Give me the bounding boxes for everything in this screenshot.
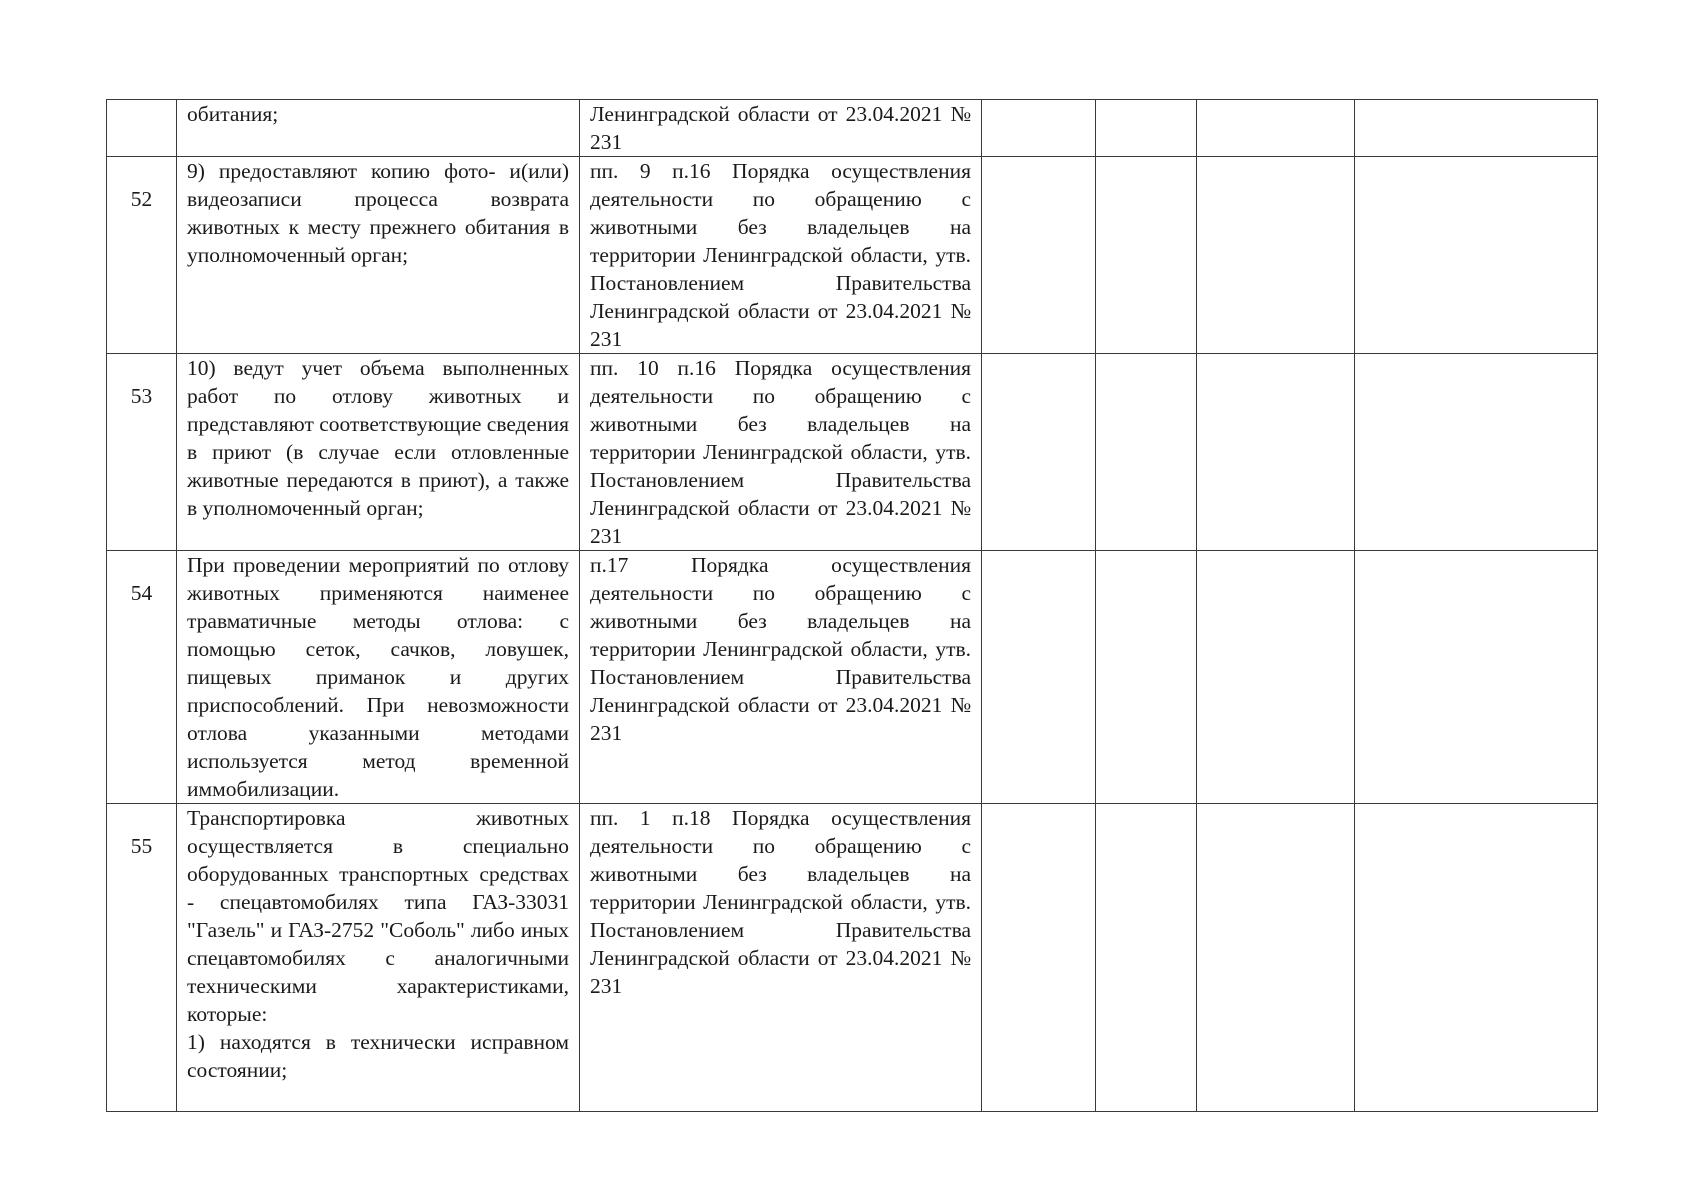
requirement-cell [177,354,580,551]
requirement-text: 9) предоставляют копию фото- и(или) видеозаписи процесса возврата животных к месту прежнего обитания в уполномоченный орган; [187,159,569,267]
empty-answer-cell [1355,804,1598,1112]
empty-answer-cell [1355,157,1598,354]
empty-answer-cell [1355,354,1598,551]
legal-reference-cell: пп. 1 п.18 Порядка осуществления деятельности по обращению с животными без владельцев на территории Ленинградской области, утв. Постановлением Правительства Ленинградской области от 23.04.2021 № 231 [580,804,982,1112]
document-page [106,99,1597,1112]
requirement-cell [177,804,580,1112]
empty-answer-cell [1197,100,1355,157]
row-number: 53 [107,354,177,551]
table-row [107,804,1598,1112]
checklist-table [106,99,1598,1112]
legal-reference-cell: Ленинградской области от 23.04.2021 № 231 [580,100,982,157]
requirement-text: Транспортировка животных осуществляется в специально оборудованных транспортных средствах - спецавтомобилях типа ГАЗ-33031 "Газель" и ГАЗ-2752 "Соболь" либо иных спецавтомобилях с аналогичными техническими характеристиками, которые: [187,806,569,1026]
requirement-cell [177,551,580,804]
empty-answer-cell [982,551,1096,804]
row-number: 54 [107,551,177,804]
empty-answer-cell [1096,354,1197,551]
empty-answer-cell [1197,804,1355,1112]
empty-answer-cell [1096,804,1197,1112]
legal-reference-cell: п.17 Порядка осуществления деятельности по обращению с животными без владельцев на территории Ленинградской области, утв. Постановлением Правительства Ленинградской области от 23.04.2021 № 231 [580,551,982,804]
requirement-text: 1) находятся в технически исправном состоянии; [187,1030,569,1082]
requirement-text: 10) ведут учет объема выполненных работ по отлову животных и представляют соответствующие сведения в приют (в случае если отловленные животные передаются в приют), а также в уполномоченный орган; [187,356,569,520]
empty-answer-cell [1197,157,1355,354]
table-body [107,100,1598,1112]
empty-answer-cell [1197,551,1355,804]
row-number: 52 [107,157,177,354]
table-row [107,100,1598,157]
row-number [107,100,177,157]
empty-answer-cell [982,804,1096,1112]
empty-answer-cell [1355,551,1598,804]
table-row [107,551,1598,804]
empty-answer-cell [982,157,1096,354]
table-row [107,354,1598,551]
empty-answer-cell [1096,157,1197,354]
requirement-text: При проведении мероприятий по отлову животных применяются наименее травматичные методы отлова: с помощью сеток, сачков, ловушек, пищевых приманок и других приспособлений. При невозможности отлова указанными методами используется метод временной иммобилизации. [187,553,569,801]
empty-answer-cell [1355,100,1598,157]
table-row [107,157,1598,354]
empty-answer-cell [1096,100,1197,157]
requirement-text: обитания; [187,102,279,126]
empty-answer-cell [982,354,1096,551]
legal-reference-cell: пп. 9 п.16 Порядка осуществления деятельности по обращению с животными без владельцев на территории Ленинградской области, утв. Постановлением Правительства Ленинградской области от 23.04.2021 № 231 [580,157,982,354]
legal-reference-cell: пп. 10 п.16 Порядка осуществления деятельности по обращению с животными без владельцев на территории Ленинградской области, утв. Постановлением Правительства Ленинградской области от 23.04.2021 № 231 [580,354,982,551]
requirement-cell [177,157,580,354]
requirement-cell [177,100,580,157]
empty-answer-cell [982,100,1096,157]
row-number: 55 [107,804,177,1112]
empty-answer-cell [1197,354,1355,551]
empty-answer-cell [1096,551,1197,804]
